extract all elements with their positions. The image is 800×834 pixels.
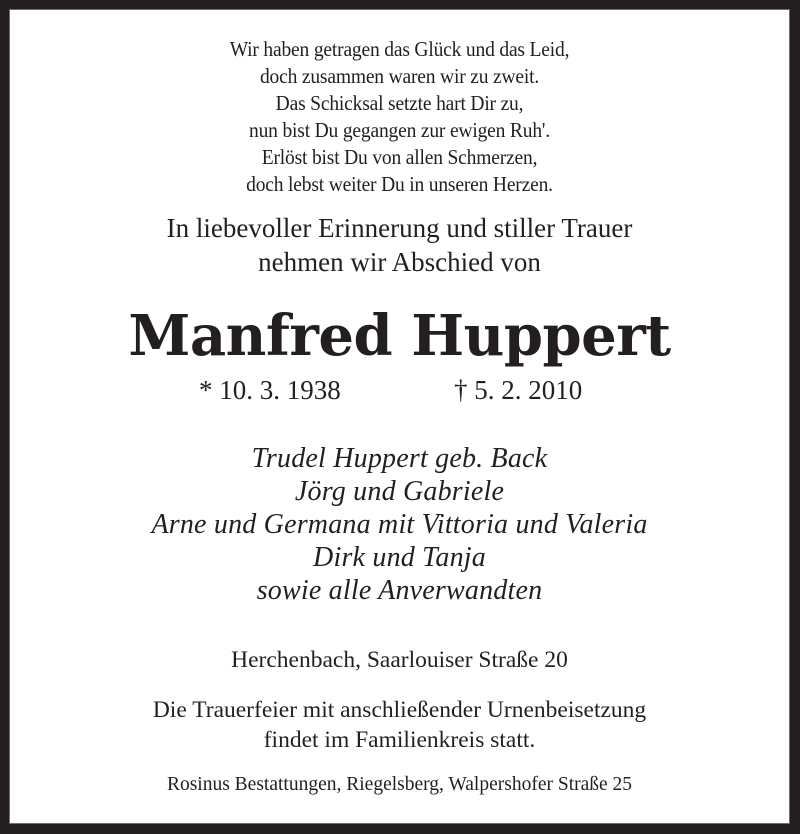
poem-line: nun bist Du gegangen zur ewigen Ruh'. xyxy=(249,118,550,142)
deceased-name: Manfred Huppert xyxy=(128,303,671,369)
mourner-line: Dirk und Tanja xyxy=(313,542,486,573)
intro-line: nehmen wir Abschied von xyxy=(258,247,541,277)
poem-line: doch zusammen waren wir zu zweit. xyxy=(259,64,540,88)
poem-line: Erlöst bist Du von allen Schmerzen, xyxy=(261,145,538,169)
mourner-line: Jörg und Gabriele xyxy=(294,476,505,507)
mourner-line: Arne und Germana mit Vittoria und Valeria xyxy=(151,509,648,540)
family-address: Herchenbach, Saarlouiser Straße 20 xyxy=(231,647,568,673)
undertaker-info: Rosinus Bestattungen, Riegelsberg, Walpershofer Straße 25 xyxy=(166,774,633,795)
poem-line: Das Schicksal setzte hart Dir zu, xyxy=(275,91,524,115)
ceremony-line: findet im Familienkreis statt. xyxy=(263,727,536,753)
mourner-line: sowie alle Anverwandten xyxy=(256,575,543,606)
obituary-notice xyxy=(9,9,790,824)
poem-line: doch lebst weiter Du in unseren Herzen. xyxy=(246,172,553,196)
poem-line: Wir haben getragen das Glück und das Leid, xyxy=(229,37,570,61)
ceremony-line: Die Trauerfeier mit anschließender Urnenbeisetzung xyxy=(152,697,647,723)
birth-date: * 10. 3. 1938 xyxy=(199,375,341,405)
death-date: † 5. 2. 2010 xyxy=(454,375,583,405)
mourner-line: Trudel Huppert geb. Back xyxy=(251,443,548,474)
intro-line: In liebevoller Erinnerung und stiller Trauer xyxy=(166,213,633,243)
